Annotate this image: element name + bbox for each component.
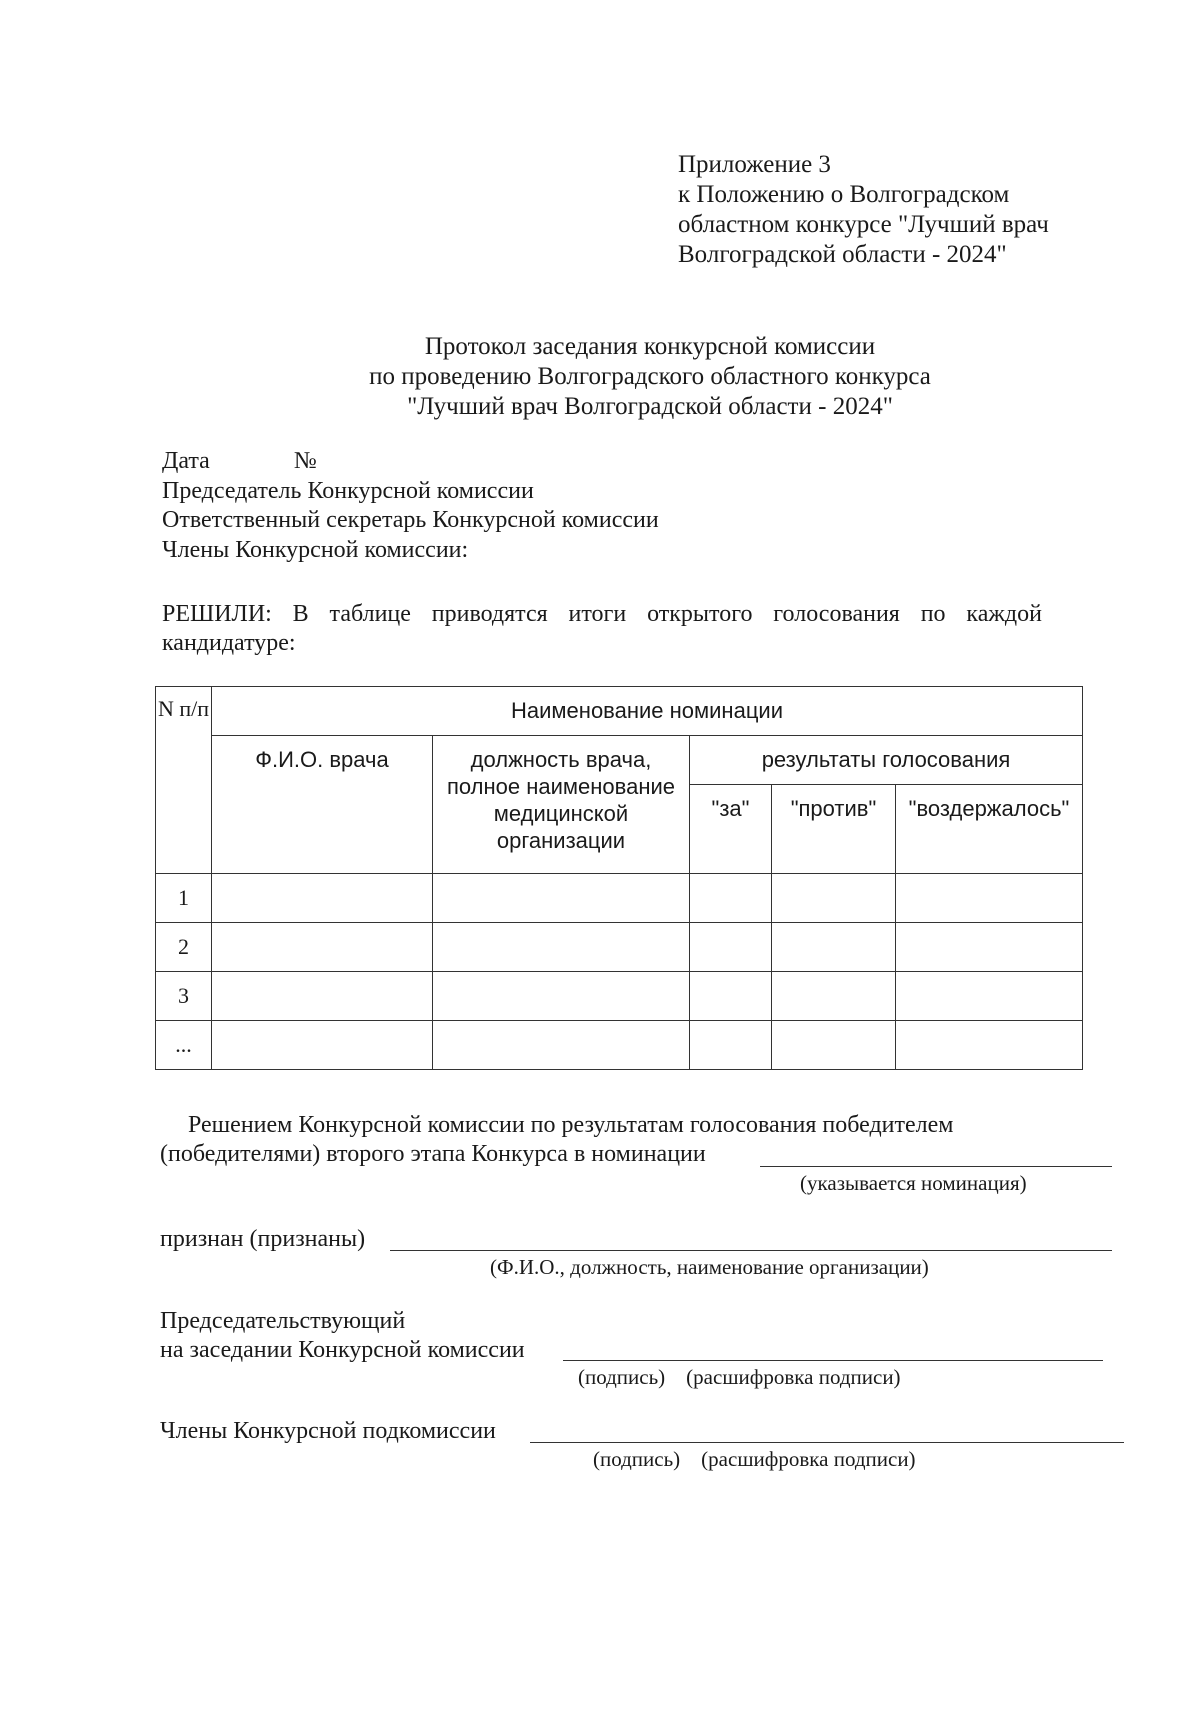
decision-line-2: (победителями) второго этапа Конкурса в номинации	[160, 1141, 706, 1167]
against-cell	[772, 923, 896, 972]
chair-signature-caption: (подпись) (расшифровка подписи)	[578, 1365, 901, 1389]
date-label: Дата	[162, 448, 210, 474]
fio-header: Ф.И.О. врача	[212, 736, 433, 874]
against-header: "против"	[772, 785, 896, 874]
members-label: Члены Конкурсной комиссии:	[162, 537, 469, 563]
recognized-label: признан (признаны)	[160, 1226, 366, 1252]
position-cell	[433, 1021, 690, 1070]
table-row	[156, 874, 1083, 923]
table-row	[156, 972, 1083, 1021]
title-line: Протокол заседания конкурсной комиссии	[424, 333, 876, 360]
decision-line-1: Решением Конкурсной комиссии по результатам голосования победителем	[188, 1112, 954, 1138]
row-number: 2	[156, 923, 212, 972]
table-row	[156, 1021, 1083, 1070]
position-cell	[433, 874, 690, 923]
number-label: №	[293, 448, 317, 474]
row-number: 1	[156, 874, 212, 923]
for-cell	[690, 1021, 772, 1070]
recognized-input-line[interactable]	[390, 1250, 1112, 1251]
recognized-caption: (Ф.И.О., должность, наименование организации)	[490, 1255, 929, 1279]
title-line: по проведению Волгоградского областного конкурса	[369, 363, 931, 390]
abstain-header: "воздержалось"	[896, 785, 1083, 874]
fio-cell	[212, 972, 433, 1021]
nomination-caption: (указывается номинация)	[800, 1171, 1027, 1195]
chair-label-line-2: на заседании Конкурсной комиссии	[160, 1337, 525, 1363]
row-number: ...	[156, 1021, 212, 1070]
fio-cell	[212, 923, 433, 972]
position-cell	[433, 972, 690, 1021]
fio-cell	[212, 1021, 433, 1070]
members-signature-line[interactable]	[530, 1442, 1124, 1443]
chair-signature-line[interactable]	[563, 1360, 1103, 1361]
position-header: должность врача, полное наименование медицинской организации	[433, 736, 690, 874]
abstain-cell	[896, 1021, 1083, 1070]
position-cell	[433, 923, 690, 972]
appendix-line: к Положению о Волгоградском	[678, 181, 1010, 208]
secretary-label: Ответственный секретарь Конкурсной комиссии	[162, 507, 659, 533]
appendix-block	[678, 150, 1049, 270]
appendix-line: Волгоградской области - 2024"	[678, 241, 1007, 268]
for-cell	[690, 923, 772, 972]
against-cell	[772, 1021, 896, 1070]
members-signature-caption: (подпись) (расшифровка подписи)	[593, 1447, 916, 1471]
fio-cell	[212, 874, 433, 923]
date-line	[162, 447, 317, 476]
nomination-input-line[interactable]	[760, 1166, 1112, 1167]
chair-label-line-1: Председательствующий	[160, 1308, 406, 1334]
against-cell	[772, 972, 896, 1021]
abstain-cell	[896, 972, 1083, 1021]
title-line: "Лучший врач Волгоградской области - 2024"	[407, 393, 893, 420]
document-title	[300, 332, 1000, 422]
nomination-header: Наименование номинации	[212, 687, 1083, 736]
abstain-cell	[896, 874, 1083, 923]
appendix-line: областном конкурсе "Лучший врач	[678, 211, 1049, 238]
row-number: 3	[156, 972, 212, 1021]
chairman-label: Председатель Конкурсной комиссии	[162, 478, 534, 504]
against-cell	[772, 874, 896, 923]
appendix-line: Приложение 3	[678, 151, 831, 178]
for-header: "за"	[690, 785, 772, 874]
for-cell	[690, 972, 772, 1021]
number-column-header: N п/п	[156, 687, 212, 874]
results-header: результаты голосования	[690, 736, 1083, 785]
for-cell	[690, 874, 772, 923]
resolved-paragraph: РЕШИЛИ: В таблице приводятся итоги открытого голосования по каждой кандидатуре:	[162, 601, 1042, 656]
voting-table	[155, 686, 1083, 1070]
table-row	[156, 923, 1083, 972]
abstain-cell	[896, 923, 1083, 972]
members-signature-label: Члены Конкурсной подкомиссии	[160, 1418, 496, 1444]
